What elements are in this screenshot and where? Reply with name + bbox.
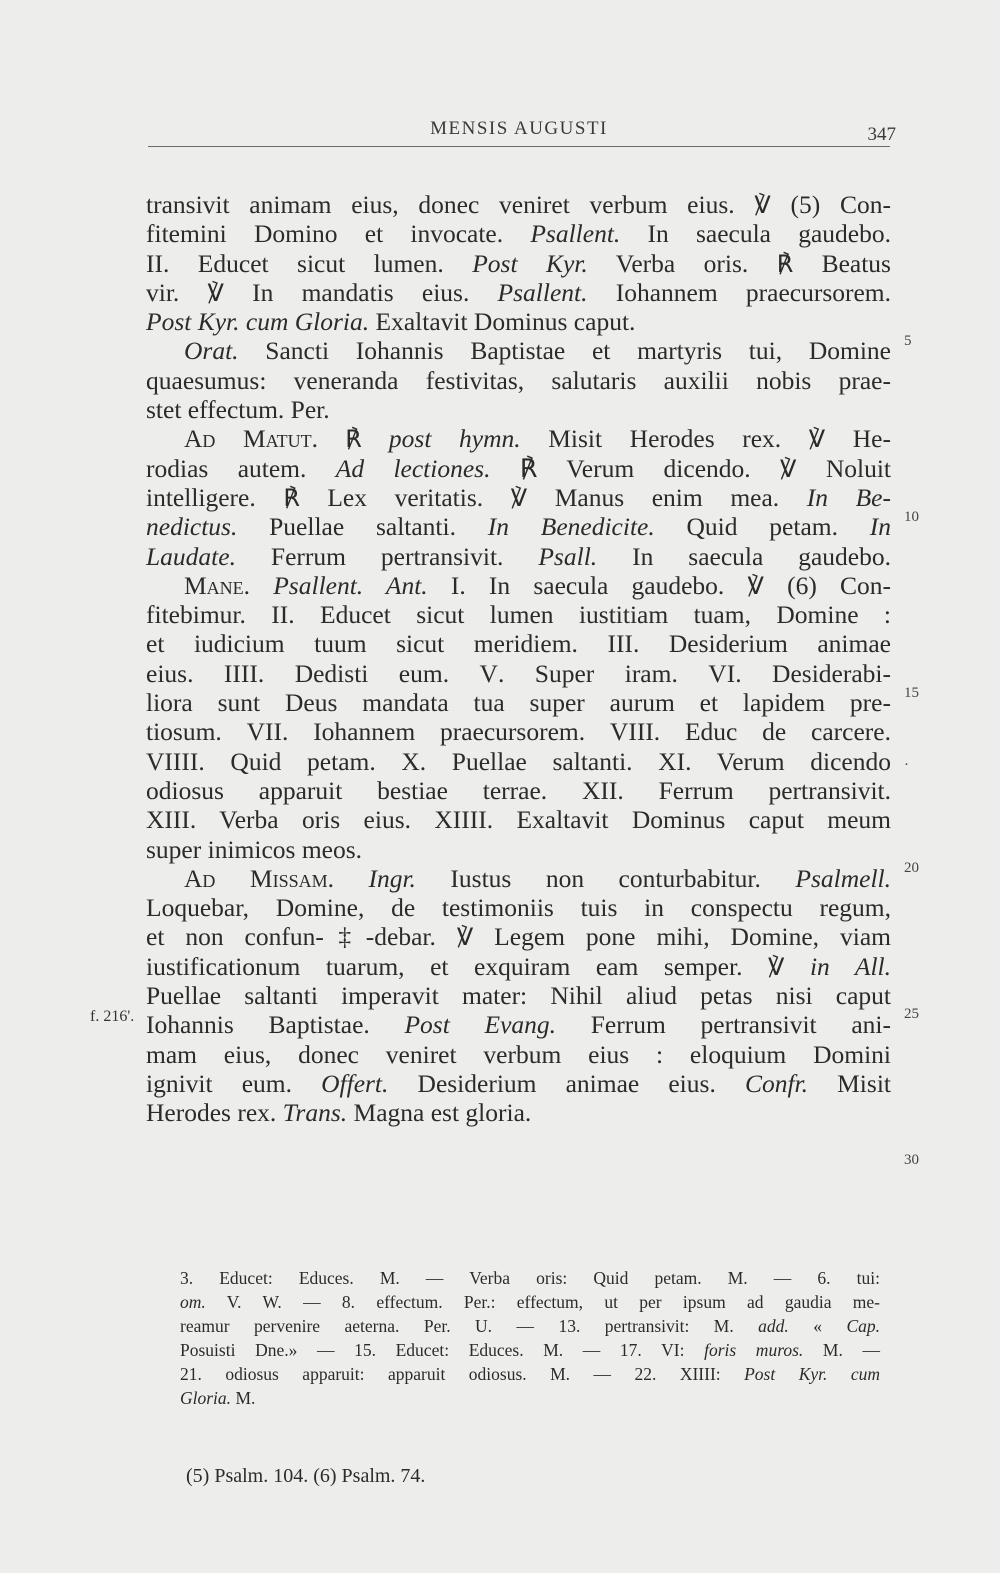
folio-note: f. 216'. xyxy=(90,1008,135,1025)
text-line: super inimicos meos. xyxy=(146,834,363,864)
line-number: 15 xyxy=(904,685,919,701)
text-line: Laudate. Ferrum pertransivit. Psall. In saecula gaudebo. xyxy=(146,541,891,571)
footnote-line: Posuisti Dne.» — 15. Educet: Educes. M. — 17. VI: foris muros. M. — xyxy=(180,1340,880,1360)
footnote-line: Gloria. M. xyxy=(180,1388,256,1408)
critical-apparatus xyxy=(180,1266,880,1410)
text-line: Post Kyr. cum Gloria. Exaltavit Dominus caput. xyxy=(146,307,636,337)
running-head xyxy=(148,116,896,147)
text-line: Orat. Sancti Iohannis Baptistae et martyris tui, Domine xyxy=(184,336,891,366)
running-title: MENSIS AUGUSTI xyxy=(430,118,608,139)
text-line: intelligere. ℟ Lex veritatis. ℣ Manus enim mea. In Be- xyxy=(146,482,891,512)
text-line: XIII. Verba oris eius. XIIII. Exaltavit Dominus caput meum xyxy=(146,805,891,835)
text-line: stet effectum. Per. xyxy=(146,395,330,425)
text-line: Mane. Psallent. Ant. I. In saecula gaudebo. ℣ (6) Con- xyxy=(184,570,891,600)
text-line: Loquebar, Domine, de testimoniis tuis in conspectu regum, xyxy=(146,893,891,923)
line-number: 30 xyxy=(904,1152,919,1168)
text-line: vir. ℣ In mandatis eius. Psallent. Iohannem praecursorem. xyxy=(146,277,892,307)
line-number: 10 xyxy=(904,509,919,525)
text-line: quaesumus: veneranda festivitas, salutaris auxilii nobis prae- xyxy=(146,365,891,395)
text-line: et non confun-‡-debar. ℣ Legem pone mihi, Domine, viam xyxy=(146,922,891,952)
text-line: tiosum. VII. Iohannem praecursorem. VIII. Educ de carcere. xyxy=(146,717,891,747)
text-line: Ad Matut. ℟ post hymn. Misit Herodes rex. ℣ He- xyxy=(184,424,891,454)
text-line: iustificationum tuarum, et exquiram eam semper. ℣ in All. xyxy=(146,951,892,981)
text-line: fitemini Domino et invocate. Psallent. In saecula gaudebo. xyxy=(146,219,891,249)
text-line: eius. IIII. Dedisti eum. V. Super iram. VI. Desiderabi- xyxy=(146,658,891,688)
text-line: Ad Missam. Ingr. Iustus non conturbabitur. Psalmell. xyxy=(184,863,891,893)
text-line: ignivit eum. Offert. Desiderium animae eius. Confr. Misit xyxy=(146,1068,891,1098)
page-number: 347 xyxy=(867,124,896,145)
line-number: 20 xyxy=(904,860,919,876)
text-line: liora sunt Deus mandata tua super aurum et lapidem pre- xyxy=(146,688,891,718)
text-line: odiosus apparuit bestiae terrae. XII. Ferrum pertransivit. xyxy=(146,775,891,805)
text-line: rodias autem. Ad lectiones. ℟ Verum dicendo. ℣ Noluit xyxy=(146,453,891,483)
line-number: 25 xyxy=(904,1006,919,1022)
footnote-line: 21. odiosus apparuit: apparuit odiosus. M. — 22. XIIII: Post Kyr. cum xyxy=(180,1364,881,1384)
footnote-line: 3. Educet: Educes. M. — Verba oris: Quid petam. M. — 6. tui: xyxy=(180,1268,880,1288)
line-number: · xyxy=(904,757,909,773)
text-line: VIIII. Quid petam. X. Puellae saltanti. XI. Verum dicendo xyxy=(146,746,891,776)
text-line: nedictus. Puellae saltanti. In Benedicite. Quid petam. In xyxy=(146,512,891,542)
footnote-line: om. V. W. — 8. effectum. Per.: effectum, ut per ipsum ad gaudia me- xyxy=(180,1292,880,1312)
text-line: et iudicium tuum sicut meridiem. III. Desiderium animae xyxy=(146,629,891,659)
text-line: Herodes rex. Trans. Magna est gloria. xyxy=(146,1098,532,1128)
text-line: Puellae saltanti imperavit mater: Nihil aliud petas nisi caput xyxy=(146,981,891,1011)
footnote-line: reamur pervenire aeterna. Per. U. — 13. pertransivit: M. add. « Cap. xyxy=(180,1316,880,1336)
text-line: transivit animam eius, donec veniret verbum eius. ℣ (5) Con- xyxy=(146,190,891,219)
text-line: mam eius, donec veniret verbum eius : eloquium Domini xyxy=(146,1039,891,1069)
source-references: (5) Psalm. 104. (6) Psalm. 74. xyxy=(186,1465,426,1487)
text-line: II. Educet sicut lumen. Post Kyr. Verba oris. ℟ Beatus xyxy=(146,248,891,278)
main-text xyxy=(146,190,891,1128)
line-number: 5 xyxy=(904,333,912,349)
folio-mark: ‡ xyxy=(323,922,366,952)
text-line: fitebimur. II. Educet sicut lumen iustitiam tuam, Domine : xyxy=(146,600,892,630)
text-line: Iohannis Baptistae. Post Evang. Ferrum pertransivit ani- xyxy=(146,1010,891,1040)
